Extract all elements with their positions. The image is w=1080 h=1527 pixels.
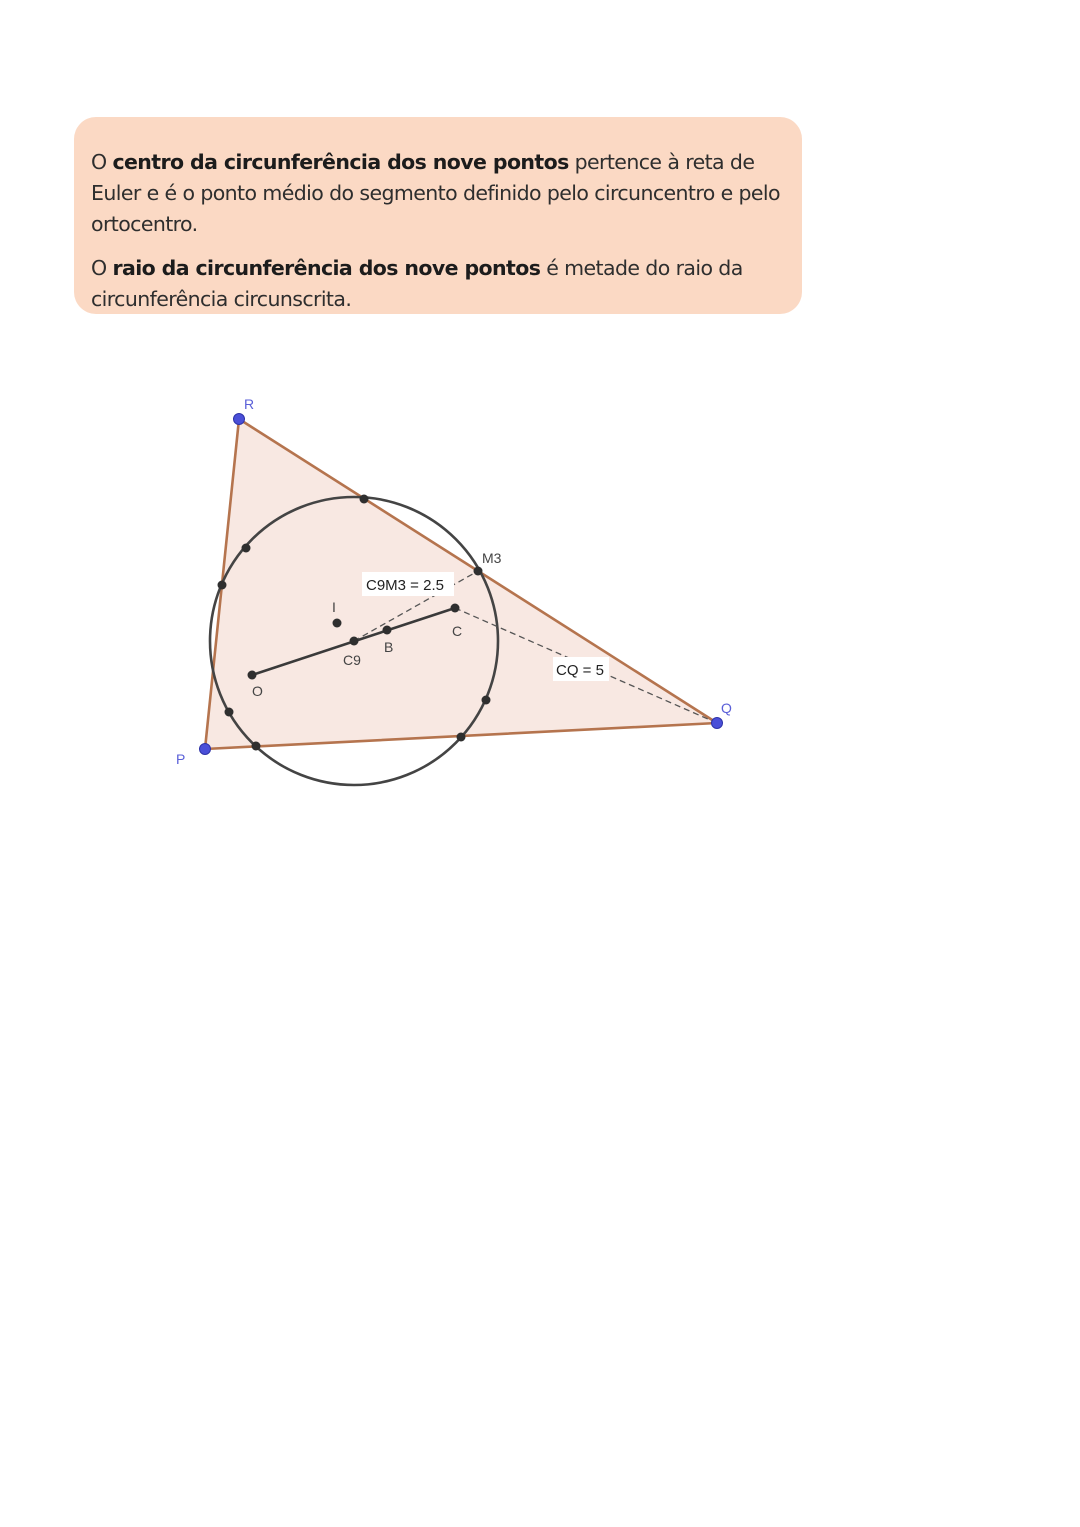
point-o — [248, 671, 257, 680]
label-b: B — [384, 639, 394, 655]
label-c: C — [452, 623, 463, 639]
nine-point-4 — [474, 567, 483, 576]
nine-point-6 — [252, 742, 261, 751]
nine-point-8 — [482, 696, 491, 705]
label-p: P — [176, 751, 186, 767]
p2-lead: O — [91, 256, 113, 280]
label-i: I — [332, 599, 336, 615]
vertex-r — [234, 414, 245, 425]
point-i — [333, 619, 342, 628]
nine-point-3 — [218, 581, 227, 590]
p1-lead: O — [91, 150, 113, 174]
label-o: O — [252, 683, 263, 699]
nine-point-7 — [457, 733, 466, 742]
label-r: R — [244, 396, 255, 412]
c9m3-measure: C9M3 = 2.5 — [366, 577, 444, 594]
nine-point-1 — [360, 495, 369, 504]
label-q: Q — [721, 700, 732, 716]
point-c — [451, 604, 460, 613]
point-b — [383, 626, 392, 635]
label-c9: C9 — [343, 652, 361, 668]
nine-point-5 — [225, 708, 234, 717]
nine-point-2 — [242, 544, 251, 553]
triangle-pqr — [205, 419, 717, 749]
p2-bold: raio da circunferência dos nove pontos — [112, 256, 541, 280]
vertex-q — [712, 718, 723, 729]
point-c9 — [350, 637, 359, 646]
p1-bold: centro da circunferência dos nove pontos — [112, 150, 569, 174]
vertex-p — [200, 744, 211, 755]
cq-measure: CQ = 5 — [556, 662, 604, 679]
p1-rest: pertence à reta de Euler e é o ponto médio do segmento definido pelo circuncentro e pelo ortocentro. — [91, 150, 780, 236]
label-m3: M3 — [482, 550, 502, 566]
p2-rest: é metade do raio da circunferência circunscrita. — [91, 256, 743, 311]
